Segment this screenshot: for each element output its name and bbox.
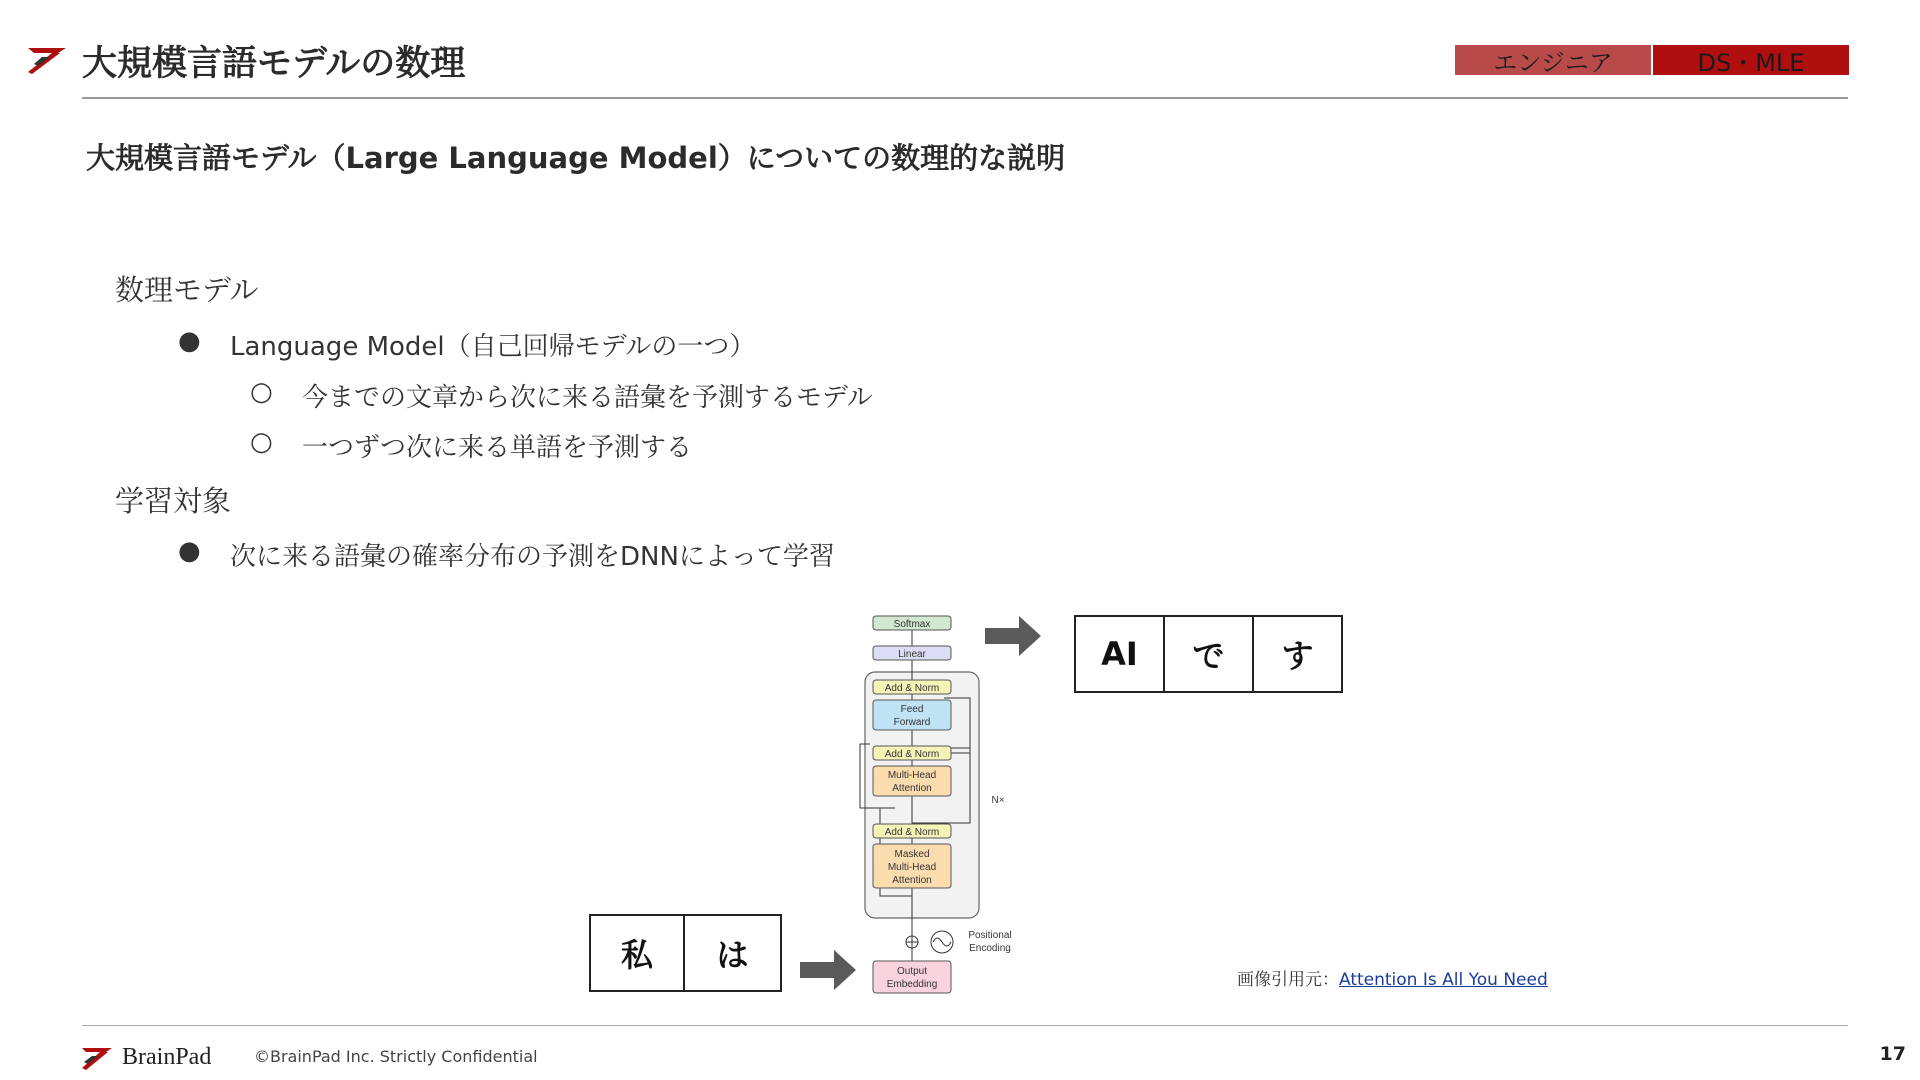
brainpad-mark-icon xyxy=(28,48,68,74)
section-heading-target: 学習対象 xyxy=(115,484,232,518)
mha-label: Multi-Head xyxy=(887,770,937,781)
header-divider xyxy=(82,97,1848,99)
transformer-decoder-diagram xyxy=(840,608,1030,1000)
feed-forward-label: Feed xyxy=(900,704,924,715)
image-citation xyxy=(1237,965,1548,990)
output-token-box: AI xyxy=(1074,615,1165,693)
masked-mha-label: Masked xyxy=(894,849,930,860)
section-heading-model: 数理モデル xyxy=(115,273,259,307)
mha-label: Attention xyxy=(892,783,932,794)
slide-subtitle: 大規模言語モデル（Large Language Model）についての数理的な説明 xyxy=(86,141,1066,175)
brainpad-logo xyxy=(82,1040,242,1070)
masked-mha-label: Multi-Head xyxy=(887,862,937,873)
add-norm-label: Add & Norm xyxy=(884,749,940,760)
bullet-icon: ● xyxy=(178,536,201,566)
add-norm-label: Add & Norm xyxy=(884,683,940,694)
output-embedding-label: Embedding xyxy=(886,979,938,990)
citation-link[interactable]: Attention Is All You Need xyxy=(1339,970,1548,990)
list-item-text: Language Model（自己回帰モデルの一つ） xyxy=(230,332,756,362)
tag-ds-mle: DS・MLE xyxy=(1653,45,1849,75)
output-embedding-label: Output xyxy=(896,966,928,977)
positional-encoding-label: Encoding xyxy=(969,943,1011,954)
positional-encoding-label: Positional xyxy=(968,930,1012,941)
sub-list-item-text: 今までの文章から次に来る語彙を予測するモデル xyxy=(302,383,873,413)
list-item-text: 次に来る語彙の確率分布の予測をDNNによって学習 xyxy=(230,542,835,572)
input-token-box: は xyxy=(683,914,782,992)
sub-bullet-icon: ○ xyxy=(250,377,273,407)
input-token-box: 私 xyxy=(589,914,685,992)
footer-copyright: ©BrainPad Inc. Strictly Confidential xyxy=(254,1047,538,1066)
linear-label: Linear xyxy=(898,649,926,660)
page-title: 大規模言語モデルの数理 xyxy=(82,44,466,84)
footer-brand: BrainPad xyxy=(122,1044,212,1070)
page-number: 17 xyxy=(1879,1043,1906,1065)
masked-mha-label: Attention xyxy=(892,875,932,886)
nx-label: N× xyxy=(991,795,1005,806)
bullet-icon: ● xyxy=(178,326,201,356)
feed-forward-label: Forward xyxy=(893,717,931,728)
output-token-box: す xyxy=(1252,615,1343,693)
footer-divider xyxy=(82,1025,1848,1026)
output-token-box: で xyxy=(1163,615,1254,693)
tag-engineer: エンジニア xyxy=(1455,45,1651,75)
sub-list-item-text: 一つずつ次に来る単語を予測する xyxy=(302,433,693,463)
softmax-label: Softmax xyxy=(893,619,931,630)
sub-bullet-icon: ○ xyxy=(250,427,273,457)
citation-label: 画像引用元： xyxy=(1237,970,1339,990)
add-norm-label: Add & Norm xyxy=(884,827,940,838)
